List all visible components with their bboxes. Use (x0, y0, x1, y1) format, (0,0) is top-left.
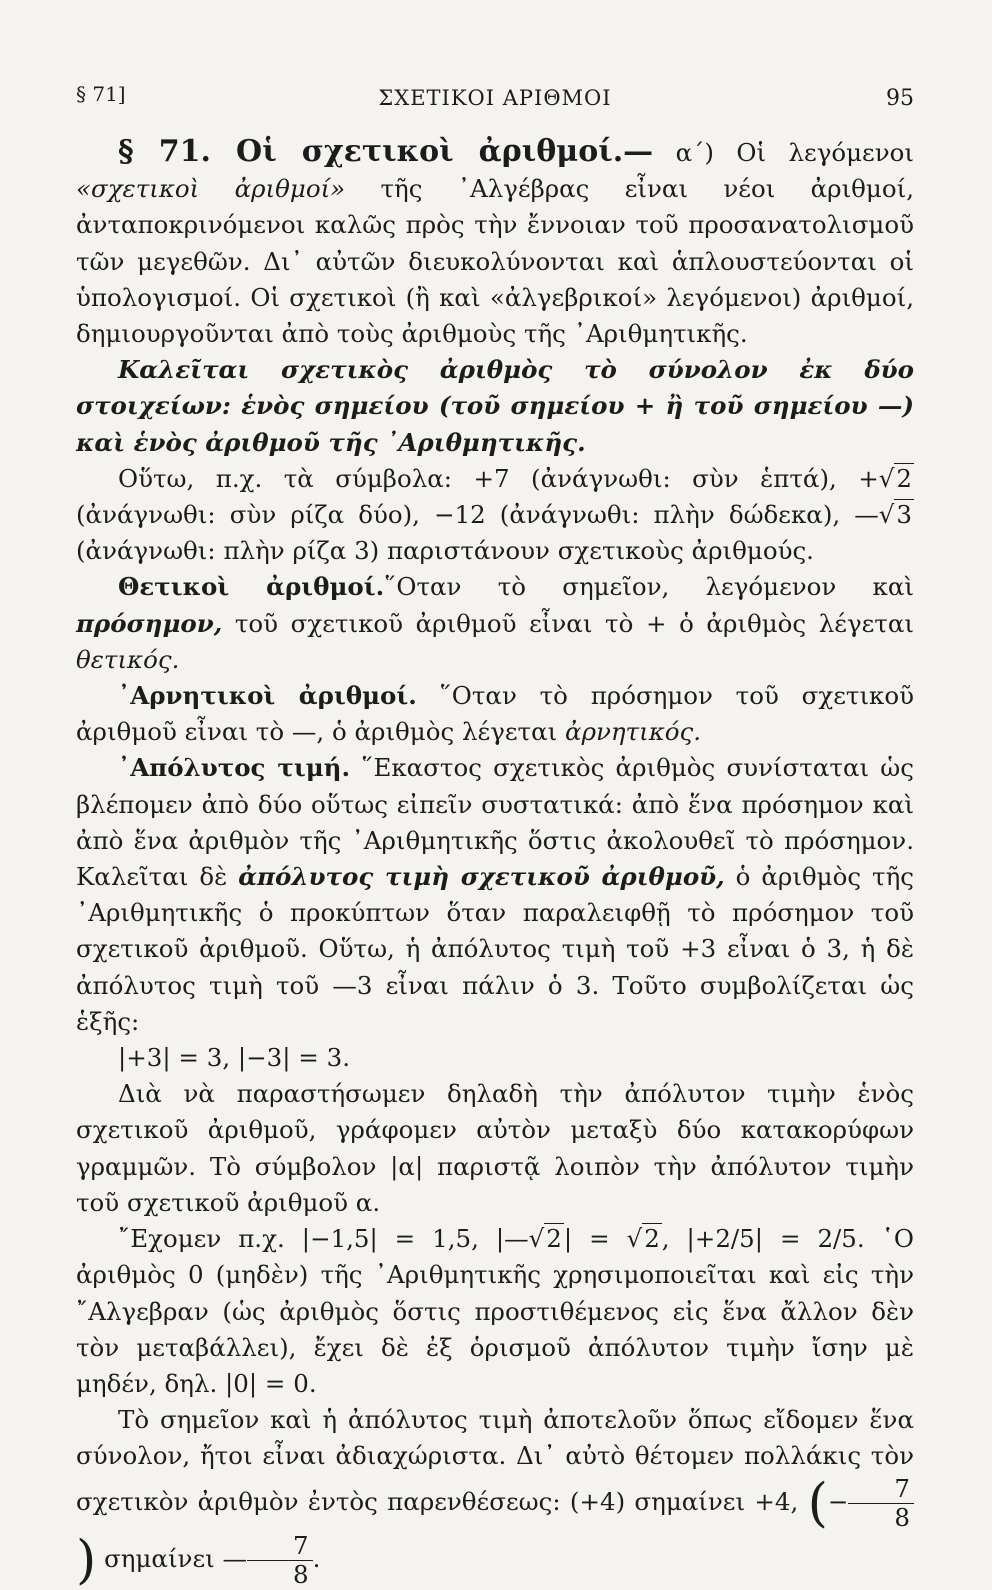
paragraph-definition (76, 352, 914, 461)
italic-term: ἀρνητικός. (565, 717, 702, 747)
paragraph-examples (76, 461, 914, 570)
paragraph-negative (76, 678, 914, 750)
minus-sign: − (827, 1486, 849, 1516)
text-run: , |+2/5| = 2/5. ῾Ο ἀριθμὸς 0 (μηδὲν) τῆς ᾿Αριθμητικῆς χρησιμοποιεῖται καὶ εἰς τὴν ῎Αλγεβραν (ὡς ἀριθμὸς ὅστις προστιθέμενος εἰς ἕνα ἄλλον δὲν τὸν μεταβάλλει), ἔχει δὲ ἐξ ὁρισμοῦ ἀπόλυτον τιμὴν ἴσην μὲ μηδέν, δηλ. |0| = 0. (76, 1224, 914, 1398)
text-run: | = (563, 1224, 627, 1254)
radicand: 2 (644, 1224, 660, 1254)
paragraph-parentheses (76, 1402, 914, 1588)
open-parenthesis: ( (807, 1473, 828, 1534)
page-number: 95 (886, 86, 914, 111)
fraction-denominator: 8 (293, 1559, 309, 1589)
text-run: ῎Εχομεν π.χ. |−1,5| = 1,5, |— (118, 1224, 529, 1254)
bold-italic-term: ἀπόλυτος τιμὴ σχετικοῦ ἀριθμοῦ, (238, 862, 725, 892)
bold-term: Θετικοὶ ἀριθμοί. (118, 572, 385, 602)
text-run: ὁ ἀριθμὸς τῆς ᾿Αριθμητικῆς ὁ προκύπτων ὅταν παραλειφθῇ τὸ πρόσημον τοῦ σχετικοῦ ἀριθμοῦ. Οὕτω, ἡ ἀπόλυτος τιμὴ τοῦ +3 εἶναι ὁ 3, ἡ δὲ ἀπόλυτος τιμὴ τοῦ —3 εἶναι πάλιν ὁ 3. Τοῦτο συμβολίζεται ὡς ἑξῆς: (76, 862, 914, 1036)
text-run: σημαίνει — (96, 1543, 248, 1573)
body-text (76, 134, 914, 1589)
fraction-denominator: 8 (894, 1502, 910, 1532)
radicand: 2 (546, 1224, 562, 1254)
paragraph-intro (76, 134, 914, 352)
section-reference: § 71] (76, 82, 126, 106)
text-run: τῆς ᾿Αλγέβρας εἶναι νέοι ἀριθμοί, ἀνταποκρινόμενοι καλῶς πρὸς τὴν ἔννοιαν τοῦ προσανατολισμοῦ τῶν μεγεθῶν. Δι᾿ αὐτῶν διευκολύνονται καὶ ἁπλουστεύονται οἱ ὑπολογισμοί. Οἱ σχετικοὶ (ἢ καὶ «ἀλγεβρικοί» λεγόμενοι) ἀριθμοί, δημιουργοῦνται ἀπὸ τοὺς ἀριθμοὺς τῆς ᾿Αριθμητικῆς. (76, 174, 914, 349)
italic-term: «σχετικοὶ ἀριθμοί» (76, 174, 346, 204)
bold-term: ᾿Αρνητικοὶ ἀριθμοί. (118, 681, 417, 711)
chapter-title: ΣΧΕΤΙΚΟΙ ΑΡΙΘΜΟΙ (378, 86, 612, 110)
text-run: τοῦ σχετικοῦ ἀριθμοῦ εἶναι τὸ + ὁ ἀριθμὸς λέγεται (222, 608, 914, 638)
text-run: (ἀνάγνωθι: πλὴν ρίζα 3) παριστάνουν σχετικοὺς ἀριθμούς. (76, 536, 814, 566)
paragraph-zero (76, 1221, 914, 1402)
text-run: ῞Οταν τὸ σημεῖον, λεγόμενον καὶ (384, 572, 914, 602)
text-run: α΄) Οἱ λεγόμενοι (653, 138, 915, 167)
sqrt-symbol: √ (528, 1224, 545, 1254)
sqrt-symbol: √ (878, 500, 895, 530)
text-run: Οὕτω, π.χ. τὰ σύμβολα: +7 (ἀνάγνωθι: σὺν ἑπτά), + (118, 463, 879, 493)
bold-term: ᾿Απόλυτος τιμή. (118, 753, 351, 783)
text-run: (ἀνάγνωθι: σὺν ρίζα δύο), −12 (ἀνάγνωθι: πλὴν δώδεκα), — (76, 500, 879, 530)
paragraph-positive (76, 569, 914, 678)
fraction-numerator: 7 (247, 1532, 313, 1561)
text-run: ῞Οταν τὸ πρόσημον τοῦ σχετικοῦ ἀριθμοῦ εἶναι τὸ —, ὁ ἀριθμὸς λέγεται (76, 681, 915, 747)
fraction (247, 1532, 313, 1589)
absolute-value-equation: |+3| = 3, |−3| = 3. (118, 1043, 350, 1073)
paragraph-absolute-value (76, 750, 914, 1040)
sqrt-symbol: √ (878, 463, 895, 493)
text-run: . (312, 1543, 321, 1573)
section-heading: § 71. Οἱ σχετικοὶ ἀριθμοί.— (118, 134, 654, 169)
text-run: Τὸ σημεῖον καὶ ἡ ἀπόλυτος τιμὴ ἀποτελοῦν ὅπως εἴδομεν ἕνα σύνολον, ἤτοι εἶναι ἀδιαχώριστα. Δι᾿ αὐτὸ θέτομεν πολλάκις τὸν σχετικὸν ἀριθμὸν ἐντὸς παρενθέσεως: (+4) σημαίνει +4, (76, 1405, 914, 1516)
text-run: ῞Εκαστος σχετικὸς ἀριθμὸς συνίσταται ὡς βλέπομεν ἀπὸ δύο οὕτως εἰπεῖν συστατικά: ἀπὸ ἕνα πρόσημον καὶ ἀπὸ ἕνα ἀριθμὸν τῆς ᾿Αριθμητικῆς ὅστις ἀκολουθεῖ τὸ πρόσημον. Καλεῖται δὲ (76, 753, 914, 892)
radicand: 2 (896, 463, 912, 493)
text-run: Διὰ νὰ παραστήσωμεν δηλαδὴ τὴν ἀπόλυτον τιμὴν ἑνὸς σχετικοῦ ἀριθμοῦ, γράφομεν αὐτὸν μεταξὺ δύο κατακορύφων γραμμῶν. Τὸ σύμβολον |α| παριστᾷ λοιπὸν τὴν ἀπόλυτον τιμὴν τοῦ σχετικοῦ ἀριθμοῦ α. (76, 1079, 914, 1217)
paragraph-notation (76, 1076, 914, 1221)
fraction (848, 1475, 914, 1532)
running-header (76, 82, 914, 116)
radicand: 3 (896, 500, 912, 530)
italic-term: θετικός. (76, 644, 180, 674)
fraction-numerator: 7 (848, 1475, 914, 1504)
close-parenthesis: ) (76, 1530, 97, 1590)
definition-text: Καλεῖται σχετικὸς ἀριθμὸς τὸ σύνολον ἐκ δύο στοιχείων: ἑνὸς σημείου (τοῦ σημείου + ἢ τοῦ σημείου —) καὶ ἑνὸς ἀριθμοῦ τῆς ᾿Αριθμητικῆς. (76, 355, 914, 457)
bold-italic-term: πρόσημον, (76, 608, 223, 638)
sqrt-symbol: √ (626, 1224, 643, 1254)
